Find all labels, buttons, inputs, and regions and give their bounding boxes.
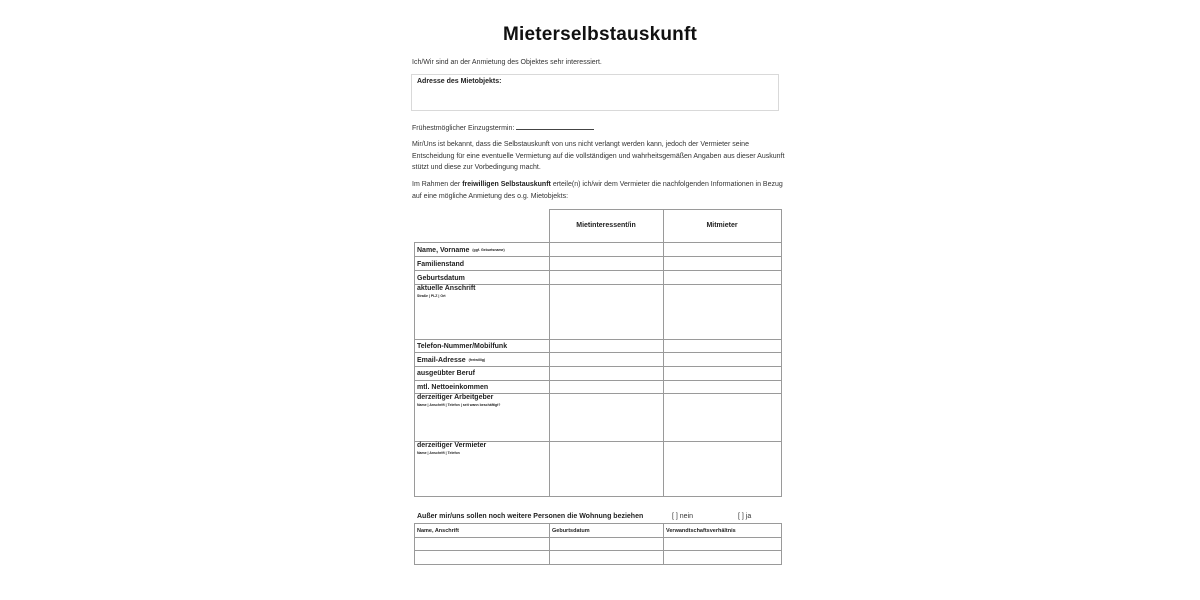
row-label-text: Name, Vorname: [417, 247, 470, 254]
table-border: [414, 242, 415, 496]
row-sublabel-landlord: Name | Anschrift | Telefon: [417, 451, 460, 455]
table-border: [781, 523, 782, 565]
consent-suffix: erteile(n) ich/wir dem Vermieter die nachfolgenden Informationen in Bezug auf eine mögliche Anmietung des o.g. Mietobjekts:: [412, 181, 783, 200]
cell-cotenant-marital-status[interactable]: [664, 257, 781, 270]
cell-applicant-employer[interactable]: [550, 394, 663, 441]
cell-cotenant-email[interactable]: [664, 353, 781, 366]
cell-applicant-landlord[interactable]: [550, 442, 663, 496]
column-header-applicant: Mietinteressent/in: [576, 222, 636, 229]
cell-cotenant-phone[interactable]: [664, 340, 781, 352]
row-label-net-income: mtl. Nettoeinkommen: [417, 384, 489, 391]
cell-cotenant-landlord[interactable]: [664, 442, 781, 496]
row-label-phone: Telefon-Nummer/Mobilfunk: [417, 343, 508, 350]
table-border: [414, 523, 781, 524]
persons-row-2-birthdate[interactable]: [550, 551, 663, 564]
table-border: [549, 209, 781, 210]
cell-applicant-occupation[interactable]: [550, 367, 663, 380]
persons-row-2-relationship[interactable]: [664, 551, 781, 564]
row-label-birthdate: Geburtsdatum: [417, 275, 465, 282]
row-sublabel-employer: Name | Anschrift | Telefon | seit wann beschäftigt?: [417, 403, 501, 407]
row-label-email: [417, 357, 485, 364]
table-border: [414, 564, 782, 565]
cell-cotenant-employer[interactable]: [664, 394, 781, 441]
cell-applicant-email[interactable]: [550, 353, 663, 366]
address-box-label: Adresse des Mietobjekts:: [417, 78, 502, 85]
cell-applicant-net-income[interactable]: [550, 381, 663, 393]
persons-row-1-relationship[interactable]: [664, 538, 781, 550]
disclaimer-text: Mir/Uns ist bekannt, dass die Selbstauskunft von uns nicht verlangt werden kann, jedoch der Vermieter seine Entscheidung für eine eventuelle Vermietung auf die vollständigen und wahrheitsgemäßen Angaben aus dieser Auskunft stützt und diese zur Vorbedingung macht.: [412, 141, 785, 171]
cell-cotenant-address[interactable]: [664, 285, 781, 339]
persons-row-1-birthdate[interactable]: [550, 538, 663, 550]
column-header-co-tenant: Mitmieter: [706, 222, 738, 229]
persons-column-relationship: Verwandtschaftsverhältnis: [666, 528, 736, 534]
row-label-name: [417, 247, 505, 254]
option-yes-checkbox[interactable]: [ ] ja: [738, 513, 752, 520]
table-border: [781, 209, 782, 497]
persons-column-name: Name, Anschrift: [417, 528, 459, 534]
cell-applicant-birthdate[interactable]: [550, 271, 663, 284]
row-sublabel-current-address: Straße | PLZ | Ort: [417, 294, 446, 298]
row-label-current-address: aktuelle Anschrift: [417, 285, 476, 292]
row-label-note: (ggf. Geburtsname): [472, 248, 505, 253]
document-title: Mieterselbstauskunft: [502, 24, 698, 45]
additional-persons-question: Außer mir/uns sollen noch weitere Personen die Wohnung beziehen: [417, 513, 644, 520]
move-in-date-field[interactable]: [516, 122, 594, 130]
address-box[interactable]: [411, 74, 779, 111]
option-no-checkbox[interactable]: [ ] nein: [672, 513, 694, 520]
consent-bold: freiwilligen Selbstauskunft: [462, 181, 551, 188]
row-label-occupation: ausgeübter Beruf: [417, 370, 475, 377]
cell-cotenant-occupation[interactable]: [664, 367, 781, 380]
cell-cotenant-birthdate[interactable]: [664, 271, 781, 284]
cell-applicant-name[interactable]: [550, 243, 663, 256]
persons-row-2-name[interactable]: [415, 551, 549, 564]
cell-applicant-phone[interactable]: [550, 340, 663, 352]
move-in-label: Frühestmöglicher Einzugstermin:: [412, 125, 515, 132]
row-label-text: Email-Adresse: [417, 357, 466, 364]
cell-applicant-address[interactable]: [550, 285, 663, 339]
row-label-landlord: derzeitiger Vermieter: [417, 442, 487, 449]
row-label-note: (freiwillig): [468, 358, 486, 363]
row-label-marital-status: Familienstand: [417, 261, 465, 268]
intro-text: Ich/Wir sind an der Anmietung des Objektes sehr interessiert.: [412, 59, 602, 66]
persons-row-1-name[interactable]: [415, 538, 549, 550]
consent-prefix: Im Rahmen der: [412, 181, 463, 188]
consent-text: [412, 179, 792, 202]
move-in-row: [412, 122, 594, 135]
row-label-employer: derzeitiger Arbeitgeber: [417, 394, 494, 401]
cell-cotenant-net-income[interactable]: [664, 381, 781, 393]
cell-cotenant-name[interactable]: [664, 243, 781, 256]
table-border: [414, 496, 782, 497]
persons-column-birthdate: Geburtsdatum: [552, 528, 590, 534]
cell-applicant-marital-status[interactable]: [550, 257, 663, 270]
